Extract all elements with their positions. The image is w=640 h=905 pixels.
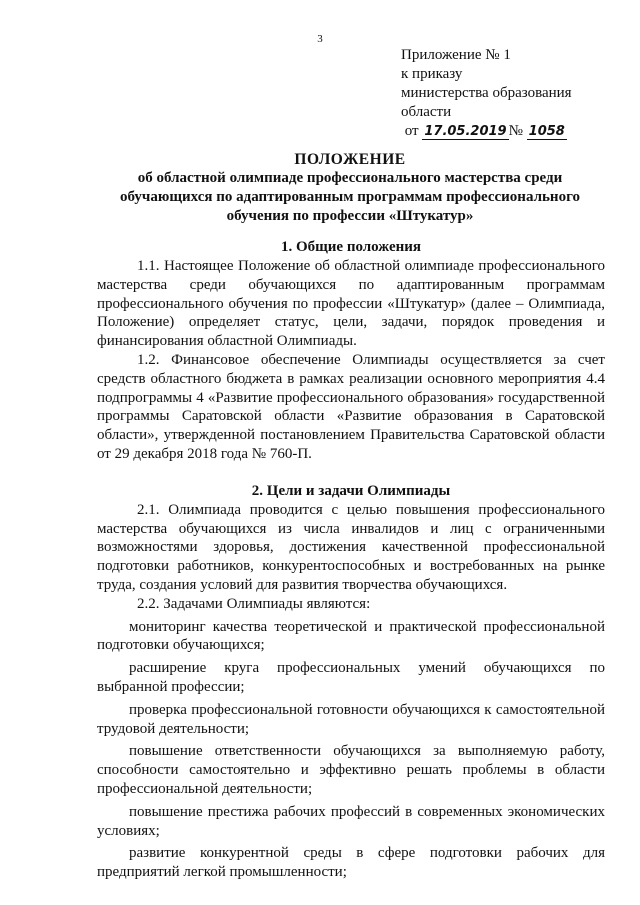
number-label: № [508, 123, 523, 139]
paragraph-2-1: 2.1. Олимпиада проводится с целью повышения профессионального мастерства обучающихся из числа инвалидов и лиц с ограниченными возможностями здоровья, достижения качественной профессиональной подготовки работников, конкурентоспособных и востребованных на рынке труда, создания условий для развития творчества обучающихся. [97, 501, 605, 593]
appendix-line-3: министерства образования [401, 85, 572, 101]
handwritten-date: 17.05.2019 [424, 124, 507, 139]
title-line-1: об областной олимпиаде профессионального мастерства среди [137, 170, 563, 186]
task-item: развитие конкурентной среды в сфере подготовки рабочих для предприятий легкой промышленности; [97, 845, 605, 881]
appendix-block [401, 46, 621, 141]
from-label: от [404, 123, 419, 139]
document-title [80, 150, 620, 226]
title-main: ПОЛОЖЕНИЕ [294, 151, 406, 168]
document-body [97, 238, 605, 882]
paragraph-1-1: 1.1. Настоящее Положение об областной олимпиаде профессионального мастерства среди обучающихся по адаптированным программам профессионального обучения по профессии «Штукатур» (далее – Олимпиада, Положение) определяет статус, цели, задачи, порядок проведения и финансирования областной Олимпиады. [97, 258, 605, 350]
task-item: повышение престижа рабочих профессий в современных экономических условиях; [97, 803, 605, 839]
appendix-line-4: области [401, 104, 452, 120]
title-line-3: обучения по профессии «Штукатур» [226, 208, 474, 224]
task-item: мониторинг качества теоретической и практической профессиональной подготовки обучающихся; [97, 618, 605, 654]
paragraph-1-2: 1.2. Финансовое обеспечение Олимпиады осуществляется за счет средств областного бюджета в рамках реализации основного мероприятия 4.4 подпрограммы 4 «Развитие профессионального образования» государственной программы Саратовской области «Развитие образования в Саратовской области», утвержденной постановлением Правительства Саратовской области от 29 декабря 2018 года № 760-П. [97, 351, 605, 462]
appendix-date-line [401, 122, 621, 141]
task-item: проверка профессиональной готовности обучающихся к самостоятельной трудовой деятельности; [97, 701, 605, 737]
title-line-2: обучающихся по адаптированным программам профессионального [119, 189, 581, 205]
handwritten-number: 1058 [528, 124, 565, 139]
appendix-line-1: Приложение № 1 [401, 47, 511, 63]
appendix-line-2: к приказу [401, 66, 463, 82]
section-2-heading: 2. Цели и задачи Олимпиады [251, 482, 451, 499]
task-item: повышение ответственности обучающихся за выполняемую работу, способности самостоятельно и эффективно решать проблемы в области профессиональной деятельности; [97, 743, 605, 797]
section-1-heading: 1. Общие положения [280, 239, 422, 255]
page-number: 3 [317, 33, 323, 45]
paragraph-2-2: 2.2. Задачами Олимпиады являются: [137, 595, 371, 612]
task-item: расширение круга профессиональных умений обучающихся по выбранной профессии; [97, 660, 605, 695]
